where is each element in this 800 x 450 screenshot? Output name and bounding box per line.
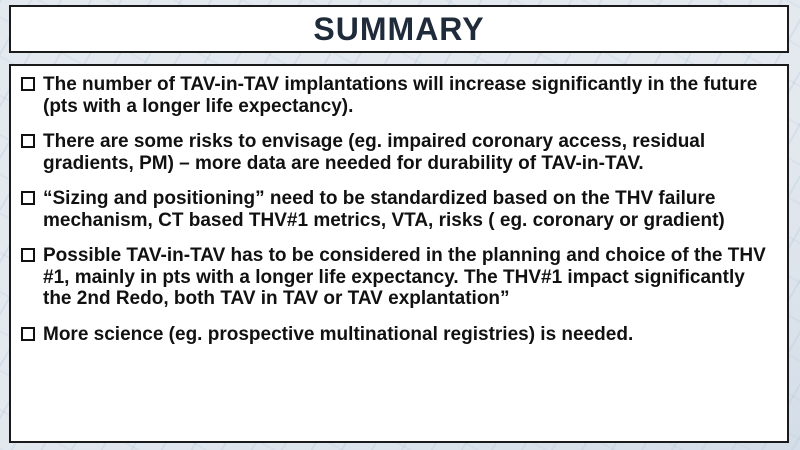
summary-item-text: “Sizing and positioning” need to be standardized based on the THV failure mechanism, CT based THV#1 metrics, VTA, risks ( eg. coronary or gradient) xyxy=(43,188,725,231)
summary-list xyxy=(9,64,789,443)
checkbox-bullet-icon xyxy=(21,327,35,341)
summary-item-text: There are some risks to envisage (eg. impaired coronary access, residual gradients, PM) – more data are needed for durability of TAV-in-TAV. xyxy=(43,131,706,174)
checkbox-bullet-icon xyxy=(21,248,35,262)
checkbox-bullet-icon xyxy=(21,134,35,148)
slide-title: SUMMARY xyxy=(313,10,485,47)
summary-item-text: Possible TAV-in-TAV has to be considered in the planning and choice of the THV #1, mainly in pts with a longer life expectancy. The THV#1 impact significantly the 2nd Redo, both TAV in TAV or TAV explantation” xyxy=(43,245,766,309)
summary-item-text: More science (eg. prospective multinational registries) is needed. xyxy=(43,323,634,345)
summary-item xyxy=(21,74,777,117)
checkbox-bullet-icon xyxy=(21,77,35,91)
summary-item xyxy=(21,131,777,174)
summary-item-text: The number of TAV-in-TAV implantations will increase significantly in the future (pts with a longer life expectancy). xyxy=(43,74,758,117)
summary-item xyxy=(21,245,777,310)
checkbox-bullet-icon xyxy=(21,191,35,205)
summary-item xyxy=(21,188,777,231)
title-box xyxy=(9,5,789,53)
summary-item xyxy=(21,324,777,346)
